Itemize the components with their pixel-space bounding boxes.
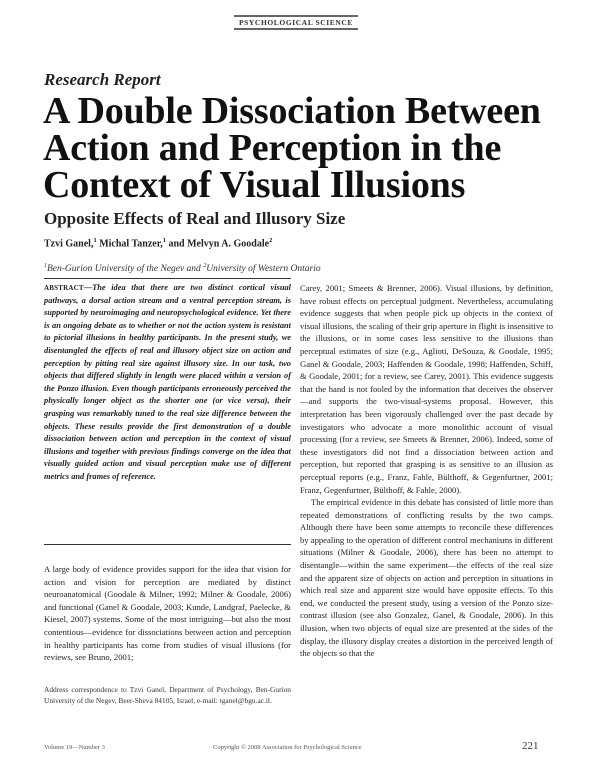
page-number: 221 — [522, 740, 539, 752]
abstract-label: ABSTRACT — [44, 284, 84, 292]
author-name: and Melvyn A. Goodale — [168, 238, 270, 250]
abstract-bottom-rule — [44, 544, 291, 545]
article-type: Research Report — [44, 70, 161, 89]
body-left-column — [44, 563, 291, 664]
abstract-top-rule — [44, 278, 291, 279]
volume-info: Volume 19—Number 3 — [44, 744, 105, 751]
affiliation-1: Ben-Gurion University of the Negev and — [47, 264, 204, 275]
affiliations — [44, 263, 321, 274]
author-affiliation-marker: 2 — [269, 237, 273, 244]
copyright: Copyright © 2008 Association for Psychological Science — [213, 744, 362, 751]
author-affiliation-marker: 1 — [162, 237, 166, 244]
article-subtitle: Opposite Effects of Real and Illusory Size — [44, 209, 346, 228]
author-list — [44, 237, 272, 249]
author-name: Michal Tanzer, — [99, 238, 163, 250]
body-right-column — [300, 282, 553, 660]
affiliation-marker: 1 — [44, 263, 47, 269]
correspondence-note: Address correspondence to Tzvi Ganel, Department of Psychology, Ben-Gurion University of the Negev, Beer-Sheva 84105, Israel, e-mail: tganel@bgu.ac.il. — [44, 685, 291, 705]
paragraph: The empirical evidence in this debate has consisted of little more than repeated demonstrations of conflicting results by the two camps. Although there have been some attempts to reconcile these differences by appealing to the operation of different control mechanisms in different situations (Milner & Goodale, 2006), there has been no attempt to disentangle—within the same experiment—the effects of the real size and the apparent size of objects on action and perception in situations in which real size and apparent size would have opposite effects. To this end, we conducted the present study, using a version of the Ponzo size-contrast illusion (see also Gonzalez, Ganel, & Goodale, 2006). In this illusion, when two objects of equal size are presented at the sides of the display, the illusory display creates a distortion in the perceived length of the objects so that the — [300, 497, 553, 659]
affiliation-marker: 2 — [203, 263, 207, 269]
affiliation-2: University of Western Ontario — [206, 264, 321, 275]
journal-name: PSYCHOLOGICAL SCIENCE — [234, 15, 358, 30]
paragraph: Carey, 2001; Smeets & Brenner, 2006). Visual illusions, by definition, have robust effects on perceptual judgment. Nevertheless, accumulating evidence suggests that when people pick up objects in the context of visual illusions, the scaling of their grip aperture in flight is insensitive to the illusions, or in some cases less sensitive to the illusions than perceptual estimates of size (e.g., Aglioti, DeSouza, & Goodale, 1995; Ganel & Goodale, 2003; Haffenden & Goodale, 1998; Haffenden, Schiff, & Goodale, 2001; for a review, see Carey, 2001). This evidence suggests that the hand is not fooled by the information that deceives the observer—and supports the two-visual-systems proposal. However, this interpretation has been vigorously challenged over the past decade by investigators who advocate a more monolithic account of visual processing (for a review, see Smeets & Brenner, 2006). Indeed, some of these investigators did not find a dissociation between action and perception, but reported that grasping is as sensitive to an illusion as perceptual reports (e.g., Franz, Fahle, Bülthoff, & Gegenfurtner, 2001; Franz, Gegenfurtner, Bülthoff, & Fahle, 2000). — [300, 283, 553, 495]
author-name: Tzvi Ganel, — [44, 238, 94, 250]
paragraph: A large body of evidence provides support for the idea that vision for action and vision for perception are mediated by distinct neuroanatomical (Goodale & Milner, 1992; Milner & Goodale, 2006) and functional (Ganel & Goodale, 2003; Kunde, Landgraf, Paelecke, & Kiesel, 2007) systems. Some of the most intriguing—but also the most contentious—evidence for dissociations between action and perception in healthy participants has come from studies of visual illusions (for reviews, see Bruno, 2001; — [44, 564, 291, 663]
abstract — [44, 282, 291, 484]
author-affiliation-marker: 1 — [93, 237, 97, 244]
article-title: A Double Dissociation Between Action and Perception in the Context of Visual Illusions — [43, 90, 541, 206]
abstract-text: —The idea that there are two distinct cortical visual pathways, a dorsal action stream and a ventral perception stream, is supported by neuroimaging and neuropsychological evidence. Yet there is an ongoing debate as to whether or not the action system is resistant to pictorial illusions in healthy participants. In the present study, we disentangled the effects of real and illusory object size on action and perception by pitting real size against illusory size. In our task, two objects that differed slightly in length were placed within a version of the Ponzo illusion. Even though participants erroneously perceived the physically longer object as the shorter one (or vice versa), their grasping was remarkably tuned to the real size difference between the objects. These results provide the first demonstration of a double dissociation between action and perception in the context of visual illusions and together with previous findings converge on the idea that visually guided action and visual perception make use of different metrics and frames of reference. — [44, 283, 291, 481]
